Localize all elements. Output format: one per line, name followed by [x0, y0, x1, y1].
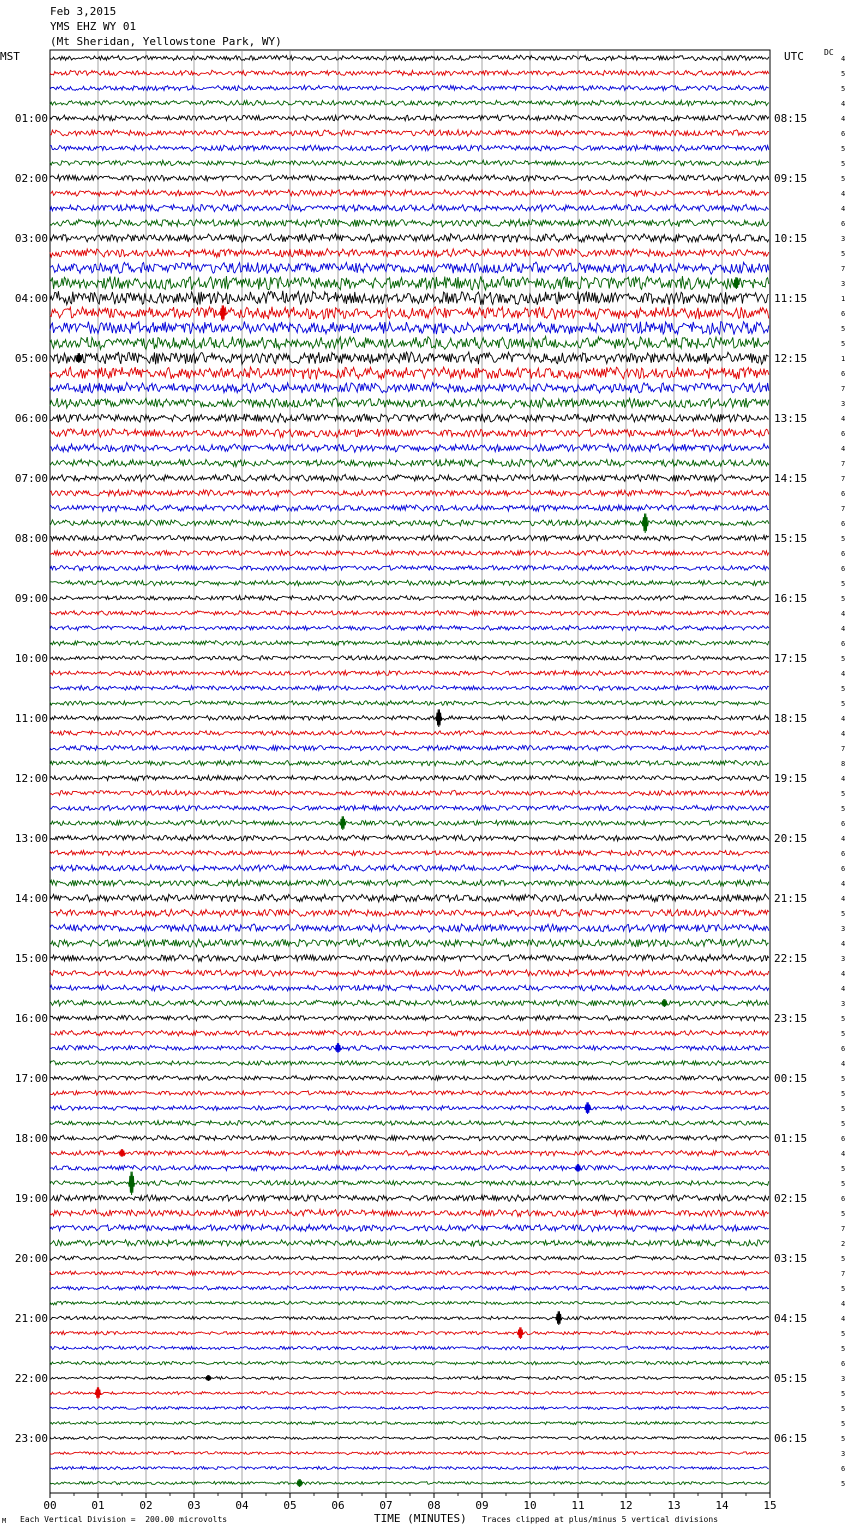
- left-hour-label: 01:00: [14, 112, 48, 125]
- trace-row-61: [50, 970, 769, 977]
- right-hour-label: 15:15: [774, 532, 808, 545]
- dc-offset-label: 5: [841, 160, 846, 168]
- right-hour-label: 04:15: [774, 1312, 808, 1325]
- dc-offset-label: 4: [841, 775, 846, 783]
- x-tick-label: 08: [427, 1499, 441, 1512]
- dc-offset-label: 2: [841, 1240, 846, 1248]
- dc-offset-label: 1: [841, 295, 846, 303]
- trace-row-60: [50, 955, 769, 962]
- trace-row-92: [50, 1436, 769, 1439]
- dc-offset-label: 5: [841, 1285, 846, 1293]
- left-hour-label: 14:00: [14, 892, 48, 905]
- dc-offset-label: 4: [841, 100, 846, 108]
- dc-offset-label: 6: [841, 310, 846, 318]
- trace-row-93: [50, 1451, 769, 1454]
- dc-offset-label: 4: [841, 610, 846, 618]
- trace-row-30: [50, 505, 769, 512]
- trace-row-7: [50, 160, 769, 165]
- trace-row-4: [50, 115, 769, 121]
- dc-offset-label: 5: [841, 790, 846, 798]
- x-tick-label: 13: [667, 1499, 681, 1512]
- trace-row-9: [50, 190, 769, 196]
- dc-offset-label: 5: [841, 535, 846, 543]
- dc-offset-label: 6: [841, 430, 846, 438]
- left-hour-label: 08:00: [14, 532, 48, 545]
- x-tick-label: 09: [475, 1499, 489, 1512]
- trace-row-11: [50, 219, 769, 227]
- trace-row-17: [50, 307, 769, 320]
- dc-offset-label: 5: [841, 1120, 846, 1128]
- trace-row-1: [50, 70, 769, 75]
- trace-row-83: [50, 1301, 769, 1305]
- trace-row-45: [50, 731, 769, 736]
- dc-offset-label: 6: [841, 550, 846, 558]
- trace-row-24: [50, 414, 769, 423]
- trace-row-37: [50, 611, 769, 616]
- dc-offset-label: 4: [841, 115, 846, 123]
- right-timezone-label: UTC: [784, 50, 804, 63]
- trace-row-73: [50, 1150, 769, 1155]
- dc-offset-label: 6: [841, 850, 846, 858]
- trace-row-64: [50, 1015, 769, 1020]
- station-code: YMS EHZ WY 01: [50, 20, 137, 33]
- dc-offset-label: 5: [841, 1015, 846, 1023]
- trace-row-40: [50, 656, 769, 661]
- x-tick-label: 01: [91, 1499, 105, 1512]
- trace-row-54: [50, 865, 769, 872]
- right-hour-label: 21:15: [774, 892, 808, 905]
- trace-row-62: [50, 985, 769, 991]
- trace-row-35: [50, 580, 769, 586]
- right-hour-label: 23:15: [774, 1012, 808, 1025]
- event-11: [129, 1172, 135, 1195]
- left-hour-label: 06:00: [14, 412, 48, 425]
- dc-offset-label: 5: [841, 1075, 846, 1083]
- dc-offset-label: 4: [841, 1060, 846, 1068]
- event-3: [642, 514, 648, 534]
- trace-row-82: [50, 1286, 769, 1290]
- dc-offset-label: 5: [841, 1090, 846, 1098]
- trace-row-78: [50, 1225, 769, 1232]
- dc-offset-label: 4: [841, 415, 846, 423]
- dc-offset-label: 6: [841, 1465, 846, 1473]
- trace-row-94: [50, 1466, 769, 1469]
- dc-offset-label: 3: [841, 400, 846, 408]
- dc-offset-label: 3: [841, 1450, 846, 1458]
- dc-offset-label: 5: [841, 250, 846, 258]
- trace-row-69: [50, 1091, 769, 1096]
- event-0: [733, 277, 739, 289]
- dc-offset-label: 4: [841, 670, 846, 678]
- dc-offset-label: 5: [841, 910, 846, 918]
- x-tick-label: 14: [715, 1499, 729, 1512]
- trace-row-87: [50, 1361, 769, 1365]
- dc-offset-label: 5: [841, 595, 846, 603]
- dc-offset-label: 5: [841, 685, 846, 693]
- event-6: [661, 999, 667, 1007]
- right-hour-label: 03:15: [774, 1252, 808, 1265]
- dc-offset-label: 4: [841, 1315, 846, 1323]
- trace-row-76: [50, 1195, 769, 1201]
- trace-row-10: [50, 204, 769, 211]
- right-hour-label: 14:15: [774, 472, 808, 485]
- dc-offset-label: 4: [841, 625, 846, 633]
- dc-offset-label: 5: [841, 1210, 846, 1218]
- left-hour-label: 17:00: [14, 1072, 48, 1085]
- left-timezone-label: MST: [0, 50, 20, 63]
- right-hour-label: 11:15: [774, 292, 808, 305]
- plot-date: Feb 3,2015: [50, 5, 117, 18]
- trace-row-26: [50, 444, 769, 452]
- trace-row-85: [50, 1331, 769, 1335]
- dc-offset-label: 7: [841, 460, 846, 468]
- left-hour-label: 02:00: [14, 172, 48, 185]
- dc-offset-label: 4: [841, 1300, 846, 1308]
- trace-row-47: [50, 760, 769, 765]
- right-hour-labels: [774, 112, 807, 1445]
- left-hour-label: 16:00: [14, 1012, 48, 1025]
- trace-row-31: [50, 520, 769, 526]
- trace-row-88: [50, 1376, 769, 1379]
- seismic-traces: [50, 55, 769, 1484]
- x-tick-label: 07: [379, 1499, 393, 1512]
- trace-row-22: [50, 383, 769, 394]
- trace-row-50: [50, 805, 769, 810]
- dc-offset-label: 7: [841, 745, 846, 753]
- trace-row-84: [50, 1316, 769, 1320]
- x-axis-title: TIME (MINUTES): [374, 1512, 467, 1525]
- scale-note: Each Vertical Division = 200.00 microvolts: [20, 1515, 228, 1524]
- dc-offset-label: 4: [841, 55, 846, 63]
- event-16: [297, 1479, 303, 1487]
- dc-offset-label: 7: [841, 505, 846, 513]
- left-hour-label: 23:00: [14, 1432, 48, 1445]
- right-hour-label: 00:15: [774, 1072, 808, 1085]
- station-location: (Mt Sheridan, Yellowstone Park, WY): [50, 35, 282, 48]
- dc-offset-label: 6: [841, 1135, 846, 1143]
- x-tick-label: 11: [571, 1499, 585, 1512]
- trace-row-33: [50, 550, 769, 556]
- right-hour-label: 22:15: [774, 952, 808, 965]
- dc-offset-label: 5: [841, 1480, 846, 1488]
- trace-row-58: [50, 924, 769, 932]
- event-8: [585, 1102, 591, 1114]
- dc-offset-label: 7: [841, 1270, 846, 1278]
- dc-offset-label: 5: [841, 1345, 846, 1353]
- dc-offset-label: 6: [841, 130, 846, 138]
- trace-row-91: [50, 1421, 769, 1424]
- trace-row-77: [50, 1209, 769, 1216]
- left-hour-label: 13:00: [14, 832, 48, 845]
- dc-offset-label: 5: [841, 805, 846, 813]
- trace-row-74: [50, 1165, 769, 1170]
- dc-offset-label: 6: [841, 820, 846, 828]
- trace-row-46: [50, 745, 769, 750]
- dc-offset-label: 3: [841, 925, 846, 933]
- dc-offset-label: 5: [841, 1180, 846, 1188]
- dc-offset-label: 3: [841, 1375, 846, 1383]
- trace-row-32: [50, 535, 769, 541]
- trace-row-56: [50, 894, 769, 902]
- dc-offset-label: 4: [841, 730, 846, 738]
- trace-row-49: [50, 790, 769, 796]
- dc-offset-label: 5: [841, 85, 846, 93]
- trace-row-0: [50, 55, 769, 60]
- seismic-events: [76, 277, 740, 1487]
- left-hour-label: 21:00: [14, 1312, 48, 1325]
- trace-row-90: [50, 1407, 769, 1410]
- dc-offset-label: 4: [841, 445, 846, 453]
- dc-offset-label: 4: [841, 880, 846, 888]
- dc-offset-label: 6: [841, 640, 846, 648]
- trace-row-8: [50, 175, 769, 181]
- trace-row-81: [50, 1271, 769, 1275]
- trace-row-18: [50, 322, 769, 335]
- right-hour-label: 13:15: [774, 412, 808, 425]
- event-13: [517, 1327, 523, 1339]
- event-5: [340, 816, 346, 830]
- event-9: [119, 1149, 125, 1157]
- dc-offset-label: 5: [841, 1030, 846, 1038]
- trace-row-28: [50, 474, 769, 481]
- trace-row-29: [50, 490, 769, 496]
- right-hour-label: 20:15: [774, 832, 808, 845]
- trace-row-14: [50, 262, 769, 274]
- right-hour-label: 16:15: [774, 592, 808, 605]
- dc-offset-label: 5: [841, 1330, 846, 1338]
- right-hour-label: 09:15: [774, 172, 808, 185]
- trace-row-3: [50, 100, 769, 105]
- right-hour-label: 05:15: [774, 1372, 808, 1385]
- right-hour-label: 10:15: [774, 232, 808, 245]
- dc-offset-label: 4: [841, 985, 846, 993]
- trace-row-13: [50, 249, 769, 258]
- left-hour-label: 19:00: [14, 1192, 48, 1205]
- dc-offset-label: 3: [841, 280, 846, 288]
- dc-offset-label: 5: [841, 70, 846, 78]
- dc-offset-label: 5: [841, 1255, 846, 1263]
- left-hour-label: 11:00: [14, 712, 48, 725]
- x-tick-label: 06: [331, 1499, 345, 1512]
- dc-offset-label: 7: [841, 385, 846, 393]
- right-hour-label: 06:15: [774, 1432, 808, 1445]
- dc-offset-label: 4: [841, 1150, 846, 1158]
- trace-row-34: [50, 565, 769, 570]
- dc-offset-label: 7: [841, 1225, 846, 1233]
- dc-label: DC: [824, 48, 834, 57]
- trace-row-23: [50, 398, 769, 408]
- right-hour-label: 18:15: [774, 712, 808, 725]
- trace-row-63: [50, 1000, 769, 1006]
- dc-offset-label: 6: [841, 220, 846, 228]
- dc-offset-label: 4: [841, 895, 846, 903]
- trace-row-89: [50, 1391, 769, 1394]
- trace-row-2: [50, 85, 769, 90]
- right-hour-label: 02:15: [774, 1192, 808, 1205]
- left-hour-label: 04:00: [14, 292, 48, 305]
- trace-row-70: [50, 1106, 769, 1111]
- trace-row-86: [50, 1346, 769, 1350]
- dc-offset-label: 5: [841, 700, 846, 708]
- dc-offset-label: 6: [841, 370, 846, 378]
- right-hour-label: 19:15: [774, 772, 808, 785]
- dc-offset-label: 5: [841, 175, 846, 183]
- x-tick-label: 05: [283, 1499, 297, 1512]
- trace-row-27: [50, 459, 769, 467]
- dc-offset-label: 5: [841, 1435, 846, 1443]
- dc-offset-label: 6: [841, 1045, 846, 1053]
- left-hour-label: 07:00: [14, 472, 48, 485]
- dc-offset-label: 5: [841, 340, 846, 348]
- dc-offset-label: 5: [841, 1105, 846, 1113]
- trace-row-52: [50, 835, 769, 841]
- dc-offset-label: 3: [841, 1000, 846, 1008]
- event-14: [205, 1375, 211, 1381]
- trace-row-53: [50, 850, 769, 855]
- dc-offset-label: 5: [841, 325, 846, 333]
- dc-offset-label: 5: [841, 655, 846, 663]
- dc-offset-label: 6: [841, 1360, 846, 1368]
- dc-offset-label: 8: [841, 760, 846, 768]
- dc-offset-label: 4: [841, 205, 846, 213]
- left-hour-label: 10:00: [14, 652, 48, 665]
- trace-row-44: [50, 716, 769, 721]
- trace-row-80: [50, 1256, 769, 1260]
- trace-row-5: [50, 130, 769, 136]
- left-hour-label: 20:00: [14, 1252, 48, 1265]
- trace-row-57: [50, 909, 769, 916]
- trace-row-67: [50, 1061, 769, 1066]
- dc-offset-label: 5: [841, 145, 846, 153]
- dc-offset-label: 4: [841, 715, 846, 723]
- trace-row-20: [50, 352, 769, 364]
- dc-offset-label: 4: [841, 835, 846, 843]
- trace-row-43: [50, 701, 769, 706]
- trace-row-42: [50, 686, 769, 691]
- dc-offset-label: 5: [841, 580, 846, 588]
- left-hour-label: 15:00: [14, 952, 48, 965]
- dc-offset-label: 6: [841, 520, 846, 528]
- dc-offset-label: 4: [841, 970, 846, 978]
- trace-row-65: [50, 1030, 769, 1036]
- event-4: [436, 709, 442, 727]
- trace-row-38: [50, 626, 769, 631]
- trace-row-95: [50, 1481, 769, 1484]
- trace-row-6: [50, 145, 769, 151]
- trace-row-21: [50, 367, 769, 379]
- dc-offset-label: 6: [841, 490, 846, 498]
- clip-note: Traces clipped at plus/minus 5 vertical divisions: [482, 1515, 719, 1524]
- dc-offset-label: 1: [841, 355, 846, 363]
- trace-row-48: [50, 775, 769, 780]
- dc-offset-label: 5: [841, 1420, 846, 1428]
- left-hour-label: 09:00: [14, 592, 48, 605]
- x-tick-label: 00: [43, 1499, 57, 1512]
- trace-row-19: [50, 336, 769, 349]
- dc-offset-label: 4: [841, 940, 846, 948]
- dc-offset-label: 7: [841, 265, 846, 273]
- dc-offset-label: 6: [841, 565, 846, 573]
- dc-offset-label: 6: [841, 865, 846, 873]
- dc-offset-label: 5: [841, 1390, 846, 1398]
- dc-offset-label: 3: [841, 955, 846, 963]
- trace-row-66: [50, 1045, 769, 1050]
- trace-row-41: [50, 671, 769, 676]
- right-hour-label: 01:15: [774, 1132, 808, 1145]
- x-tick-label: 12: [619, 1499, 633, 1512]
- x-tick-label: 03: [187, 1499, 201, 1512]
- left-hour-labels: [15, 112, 48, 1445]
- dc-offset-label: 5: [841, 1405, 846, 1413]
- trace-row-55: [50, 880, 769, 886]
- event-12: [556, 1311, 562, 1325]
- trace-row-39: [50, 641, 769, 646]
- left-hour-label: 03:00: [14, 232, 48, 245]
- left-hour-label: 18:00: [14, 1132, 48, 1145]
- trace-row-51: [50, 820, 769, 825]
- time-axis: [43, 1493, 776, 1512]
- trace-row-75: [50, 1180, 769, 1186]
- dc-offset-label: 4: [841, 190, 846, 198]
- right-hour-label: 12:15: [774, 352, 808, 365]
- left-hour-label: 12:00: [14, 772, 48, 785]
- left-hour-label: 05:00: [14, 352, 48, 365]
- dc-offset-labels: [841, 55, 845, 1488]
- trace-row-68: [50, 1076, 769, 1081]
- trace-row-16: [50, 291, 769, 305]
- trace-row-72: [50, 1135, 769, 1141]
- dc-offset-label: 7: [841, 475, 846, 483]
- trace-row-12: [50, 234, 769, 243]
- trace-row-59: [50, 939, 769, 947]
- trace-row-25: [50, 429, 769, 438]
- trace-row-15: [50, 276, 769, 290]
- x-tick-label: 10: [523, 1499, 537, 1512]
- left-hour-label: 22:00: [14, 1372, 48, 1385]
- x-tick-label: 15: [763, 1499, 777, 1512]
- corner-mark: M: [2, 1517, 7, 1525]
- dc-offset-label: 6: [841, 1195, 846, 1203]
- dc-offset-label: 3: [841, 235, 846, 243]
- trace-row-36: [50, 596, 769, 601]
- trace-row-71: [50, 1121, 769, 1126]
- right-hour-label: 08:15: [774, 112, 808, 125]
- x-tick-label: 02: [139, 1499, 153, 1512]
- dc-offset-label: 5: [841, 1165, 846, 1173]
- trace-row-79: [50, 1240, 769, 1246]
- x-tick-label: 04: [235, 1499, 249, 1512]
- right-hour-label: 17:15: [774, 652, 808, 665]
